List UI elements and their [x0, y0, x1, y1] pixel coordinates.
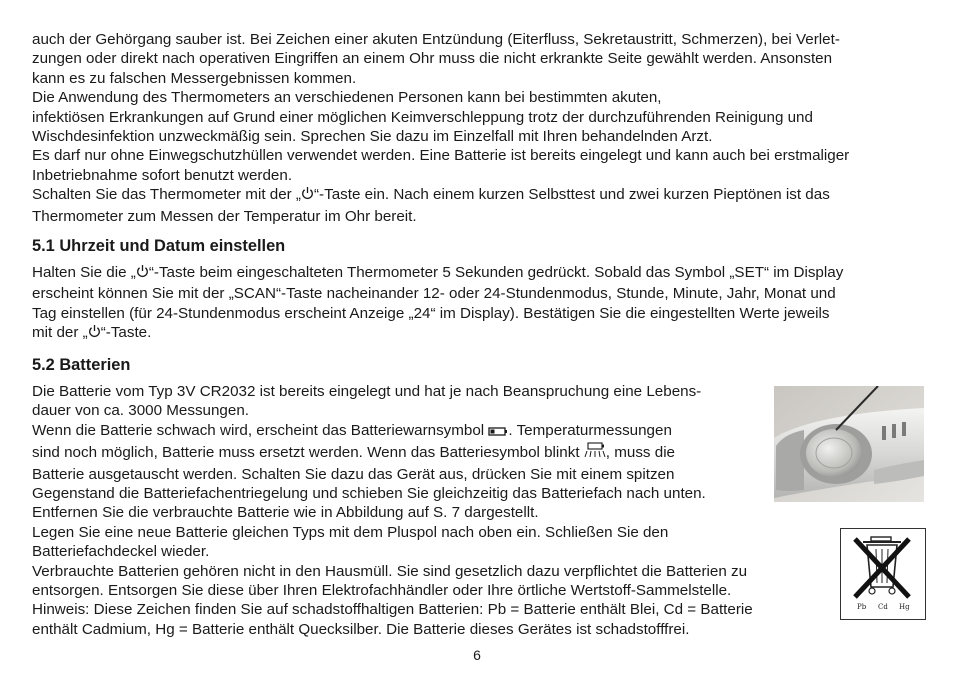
- text-line: erscheint können Sie mit der „SCAN“-Taste nacheinander 12- oder 24-Stundenmodus, Stunde, Minute, Jahr, Monat und: [32, 285, 836, 303]
- power-icon: [301, 186, 314, 206]
- battery-low-icon: [488, 423, 508, 442]
- text-line: [32, 442, 753, 464]
- text-line: Wischdesinfektion unzweckmäßig sein. Sprechen Sie dazu im Einzelfall mit Ihren behandelnden Arzt.: [32, 128, 713, 146]
- text-fragment: Halten Sie die „: [32, 264, 136, 281]
- text-fragment: “-Taste.: [100, 324, 152, 342]
- battery-compartment-photo: [774, 386, 924, 502]
- text-line: Thermometer zum Messen der Temperatur im Ohr bereit.: [32, 207, 417, 225]
- text-line: [32, 185, 849, 206]
- battery-blink-icon: [584, 442, 606, 464]
- text-line: kann es zu falschen Messergebnissen kommen.: [32, 69, 357, 87]
- text-line: zungen oder direkt nach operativen Eingriffen an einem Ohr muss die nicht erkrankte Seite gewählt werden. Ansonsten: [32, 50, 833, 68]
- page-number: 6: [473, 647, 481, 663]
- section-heading-batteries: 5.2 Batterien: [32, 356, 131, 374]
- text-line: [32, 421, 753, 442]
- text-fragment: sind noch möglich, Batterie muss ersetzt werden. Wenn das Batteriesymbol blinkt: [32, 444, 584, 462]
- text-line: Tag einstellen (für 24-Stundenmodus erscheint Anzeige „24“ im Display). Bestätigen Sie die eingestellten Werte jeweils: [32, 304, 830, 322]
- text-line: dauer von ca. 3000 Messungen.: [32, 402, 249, 420]
- label-cd: Cd: [878, 603, 888, 611]
- text-line: Verbrauchte Batterien gehören nicht in den Hausmüll. Sie sind gesetzlich dazu verpflichtet die Batterien zu: [32, 562, 748, 580]
- battery-disposal-symbol: [840, 528, 926, 620]
- text-line: Batterie ausgetauscht werden. Schalten Sie dazu das Gerät aus, drücken Sie mit einem spitzen: [32, 465, 675, 483]
- text-line: enthält Cadmium, Hg = Batterie enthält Quecksilber. Die Batterie dieses Gerätes ist schadstofffrei.: [32, 620, 690, 638]
- label-hg: Hg: [899, 603, 910, 611]
- text-line: Es darf nur ohne Einwegschutzhüllen verwendet werden. Eine Batterie ist bereits eingelegt und kann auch bei erstmaliger: [32, 147, 850, 165]
- intro-text: [32, 30, 849, 226]
- text-line: auch der Gehörgang sauber ist. Bei Zeichen einer akuten Entzündung (Eiterfluss, Sekretaustritt, Schmerzen), bei Verlet-: [32, 31, 840, 48]
- text-fragment: Wenn die Batterie schwach wird, erscheint das Batteriewarnsymbol: [32, 421, 489, 439]
- power-icon: [136, 264, 149, 284]
- text-line: [32, 323, 843, 344]
- section-batteries-text: [32, 382, 753, 639]
- text-line: entsorgen. Entsorgen Sie diese über Ihren Elektrofachhändler oder Ihre örtliche Wertstoff-Sammelstelle.: [32, 582, 732, 600]
- text-line: Die Batterie vom Typ 3V CR2032 ist bereits eingelegt und hat je nach Beanspruchung eine Lebens-: [32, 383, 702, 400]
- text-line: Batteriefachdeckel wieder.: [32, 543, 210, 561]
- section-time-date-text: [32, 263, 843, 345]
- text-line: Legen Sie eine neue Batterie gleichen Typs mit dem Pluspol nach oben ein. Schließen Sie den: [32, 523, 669, 541]
- text-fragment: “-Taste ein. Nach einem kurzen Selbsttest und zwei kurzen Pieptönen ist das: [314, 186, 830, 204]
- text-line: Inbetriebnahme sofort benutzt werden.: [32, 166, 293, 184]
- text-line: Gegenstand die Batteriefachentriegelung und schieben Sie gleichzeitig das Batteriefach nach unten.: [32, 485, 706, 503]
- text-fragment: “-Taste beim eingeschalteten Thermometer 5 Sekunden gedrückt. Sobald das Symbol „SET“ im Display: [148, 264, 844, 281]
- text-line: Die Anwendung des Thermometers an verschiedenen Personen kann bei bestimmten akuten,: [32, 89, 662, 107]
- crossed-bin-icon: [841, 529, 925, 603]
- text-line: Entfernen Sie die verbrauchte Batterie wie in Abbildung auf S. 7 dargestellt.: [32, 504, 539, 522]
- power-icon: [88, 324, 101, 344]
- label-pb: Pb: [857, 603, 867, 611]
- text-line: [32, 263, 843, 284]
- text-fragment: mit der „: [32, 324, 88, 342]
- text-line: infektiösen Erkrankungen auf Grund einer möglichen Keimverschleppung trotz der durchzuführenden Reinigung und: [32, 108, 813, 126]
- section-heading-time-date: 5.1 Uhrzeit und Datum einstellen: [32, 237, 286, 255]
- text-fragment: Schalten Sie das Thermometer mit der „: [32, 186, 301, 204]
- text-line: Hinweis: Diese Zeichen finden Sie auf schadstoffhaltigen Batterien: Pb = Batterie enthält Blei, Cd = Batterie: [32, 601, 753, 619]
- text-fragment: , muss die: [605, 444, 676, 462]
- text-fragment: . Temperaturmessungen: [508, 421, 672, 439]
